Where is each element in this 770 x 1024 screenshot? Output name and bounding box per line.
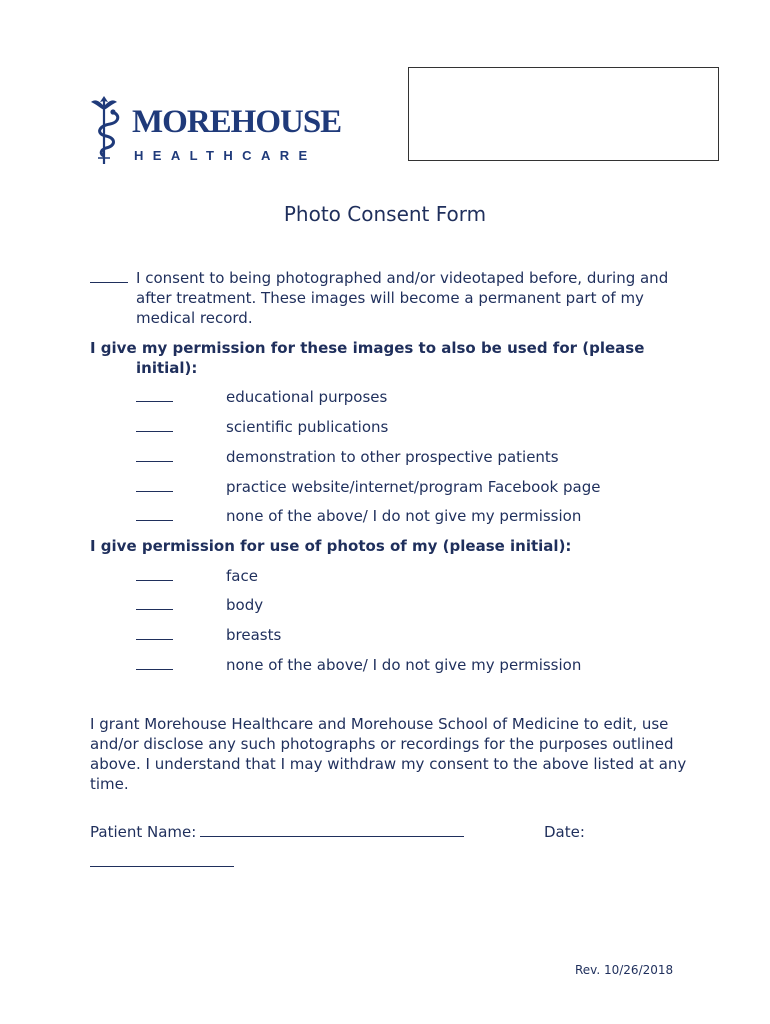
- use-option: [136, 387, 696, 407]
- revision-date: Rev. 10/26/2018: [575, 963, 674, 977]
- initial-blank[interactable]: [136, 477, 173, 492]
- body-option: [136, 566, 696, 586]
- use-option-label: demonstration to other prospective patients: [226, 448, 559, 466]
- patient-name-row: [90, 822, 464, 842]
- use-option: [136, 506, 696, 526]
- consent-initial-blank[interactable]: [90, 268, 128, 283]
- use-option-label: none of the above/ I do not give my permission: [226, 507, 582, 525]
- date-label: Date:: [544, 823, 585, 841]
- initial-blank[interactable]: [136, 625, 173, 640]
- use-heading-line1: I give my permission for these images to also be used for (please: [90, 339, 645, 357]
- use-option-label: educational purposes: [226, 388, 388, 406]
- logo-subtitle: HEALTHCARE: [134, 148, 317, 163]
- body-section-heading: I give permission for use of photos of my (please initial):: [90, 537, 572, 555]
- initial-blank[interactable]: [136, 447, 173, 462]
- date-field[interactable]: [90, 866, 234, 867]
- use-option-label: practice website/internet/program Facebook page: [226, 478, 601, 496]
- body-option: [136, 595, 696, 615]
- initial-blank[interactable]: [136, 566, 173, 581]
- use-option: [136, 417, 696, 437]
- body-option: [136, 655, 696, 675]
- use-option-label: scientific publications: [226, 418, 389, 436]
- caduceus-icon: [90, 92, 130, 166]
- initial-blank[interactable]: [136, 506, 173, 521]
- patient-name-field[interactable]: [200, 822, 464, 837]
- initial-blank[interactable]: [136, 417, 173, 432]
- form-title: Photo Consent Form: [283, 202, 487, 226]
- patient-name-label: Patient Name:: [90, 823, 197, 841]
- body-option: [136, 625, 696, 645]
- body-option-label: face: [226, 567, 258, 585]
- initial-blank[interactable]: [136, 655, 173, 670]
- consent-statement: [90, 268, 690, 328]
- use-heading-line2: initial):: [136, 359, 198, 377]
- initial-blank[interactable]: [136, 387, 173, 402]
- use-option: [136, 447, 696, 467]
- use-option: [136, 477, 696, 497]
- patient-label-box: [408, 67, 719, 161]
- logo-wordmark: MOREHOUSE: [132, 104, 342, 140]
- body-option-label: breasts: [226, 626, 282, 644]
- initial-blank[interactable]: [136, 595, 173, 610]
- use-section-heading: [90, 338, 690, 378]
- grant-paragraph: I grant Morehouse Healthcare and Morehouse School of Medicine to edit, use and/or disclose any such photographs or recordings for the purposes outlined above. I understand that I may withdraw my consent to the above listed at any time.: [90, 715, 687, 793]
- morehouse-healthcare-logo: [90, 92, 342, 166]
- consent-statement-text: I consent to being photographed and/or videotaped before, during and after treatment. These images will become a permanent part of my medical record.: [136, 269, 669, 327]
- body-option-label: none of the above/ I do not give my permission: [226, 656, 582, 674]
- body-option-label: body: [226, 596, 264, 614]
